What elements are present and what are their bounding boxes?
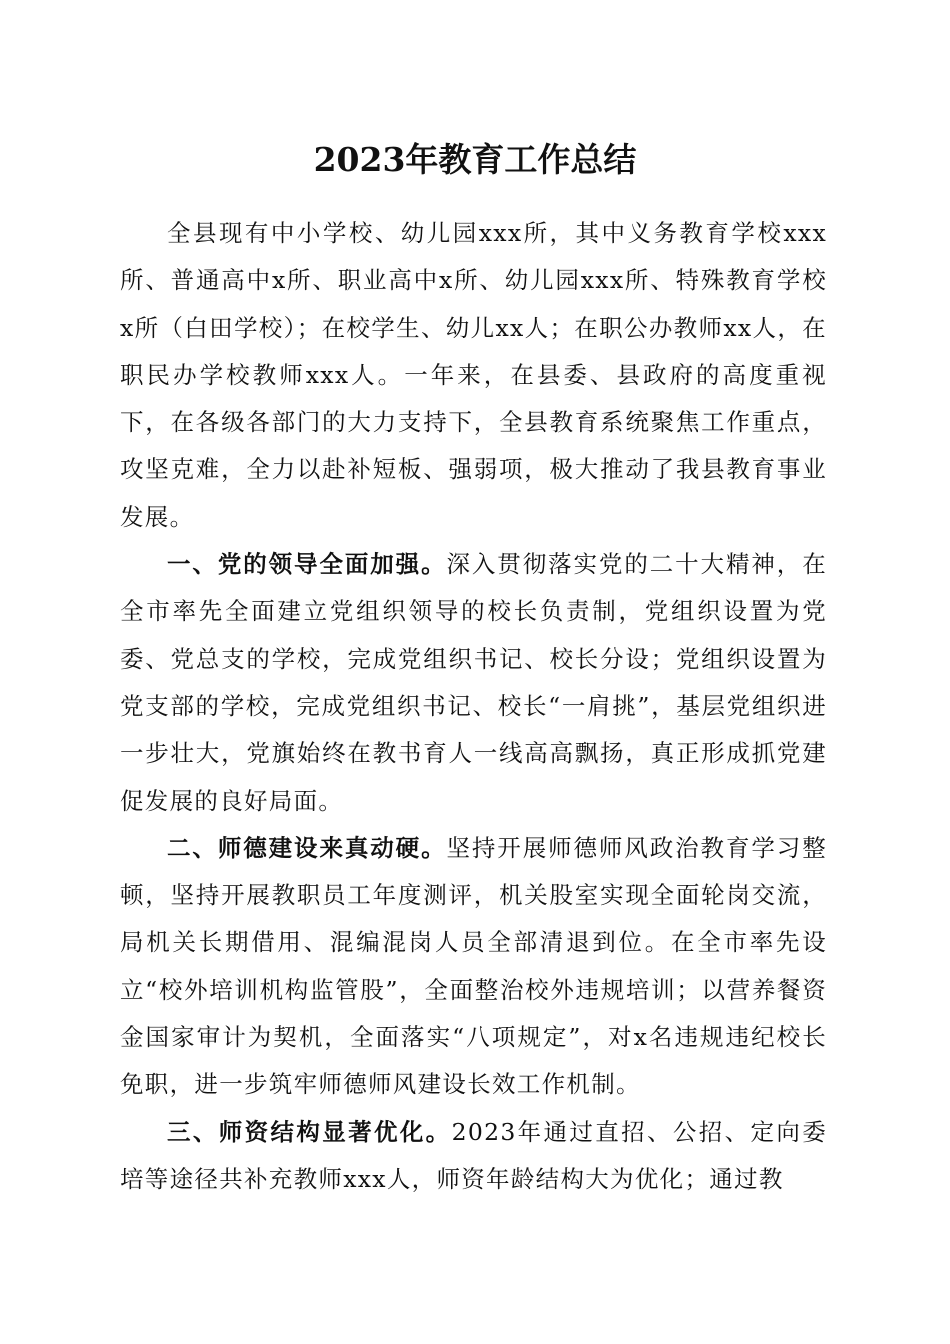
section-heading-3: 三、师资结构显著优化。 xyxy=(167,1117,452,1146)
section-paragraph-1 xyxy=(120,541,827,825)
document-body xyxy=(120,210,827,1203)
section-text-1: 深入贯彻落实党的二十大精神，在全市率先全面建立党组织领导的校长负责制，党组织设置为党委、党总支的学校，完成党组织书记、校长分设；党组织设置为党支部的学校，完成党组织书记、校长“一肩挑”，基层党组织进一步壮大，党旗始终在教书育人一线高高飘扬，真正形成抓党建促发展的良好局面。 xyxy=(120,550,827,815)
section-heading-2: 二、师德建设来真动硬。 xyxy=(167,833,447,862)
section-paragraph-2 xyxy=(120,825,827,1109)
intro-paragraph: 全县现有中小学校、幼儿园xxx所，其中义务教育学校xxx所、普通高中x所、职业高中x所、幼儿园xxx所、特殊教育学校x所（白田学校）；在校学生、幼儿xx人；在职公办教师xx人，在职民办学校教师xxx人。一年来，在县委、县政府的高度重视下，在各级各部门的大力支持下，全县教育系统聚焦工作重点，攻坚克难，全力以赴补短板、强弱项，极大推动了我县教育事业发展。 xyxy=(120,219,827,531)
section-text-2: 坚持开展师德师风政治教育学习整顿，坚持开展教职员工年度测评，机关股室实现全面轮岗交流，局机关长期借用、混编混岗人员全部清退到位。在全市率先设立“校外培训机构监管股”，全面整治校外违规培训；以营养餐资金国家审计为契机，全面落实“八项规定”，对x名违规违纪校长免职，进一步筑牢师德师风建设长效工作机制。 xyxy=(120,833,827,1099)
section-heading-1: 一、党的领导全面加强。 xyxy=(167,550,447,579)
section-text-3: 2023年通过直招、公招、定向委培等途径共补充教师xxx人，师资年龄结构大为优化；通过教 xyxy=(120,1117,827,1193)
section-paragraph-3 xyxy=(120,1109,827,1204)
document-title: 2023年教育工作总结 xyxy=(313,140,637,179)
